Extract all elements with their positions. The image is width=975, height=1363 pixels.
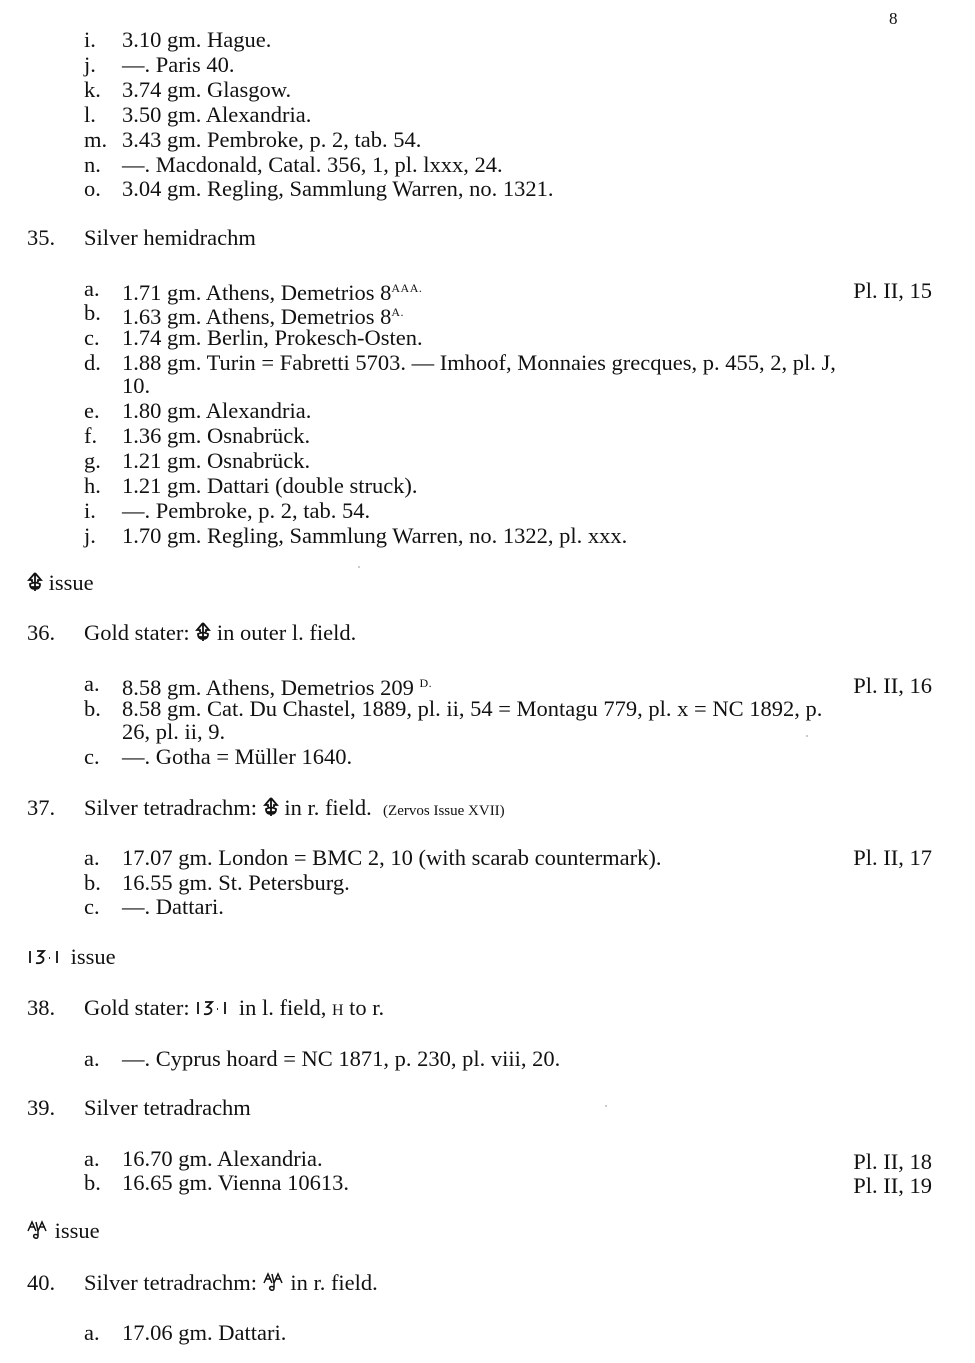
entry-label: b. xyxy=(84,870,101,895)
section-number: 37. xyxy=(27,795,56,820)
entry-label: i. xyxy=(84,498,96,523)
entry-text: —. Paris 40. xyxy=(122,52,235,77)
entry-label: d. xyxy=(84,350,101,375)
superscript: D. xyxy=(419,676,433,690)
entry-text: 1.70 gm. Regling, Sammlung Warren, no. 1322, pl. xxx. xyxy=(122,523,628,548)
entry-label: a. xyxy=(84,845,100,870)
entry-label: h. xyxy=(84,473,101,498)
entry-text: 1.21 gm. Osnabrück. xyxy=(122,448,311,473)
entry-label: a. xyxy=(84,276,100,301)
scan-speck xyxy=(358,566,360,568)
entry-text: 3.04 gm. Regling, Sammlung Warren, no. 1321. xyxy=(122,176,554,201)
entry-text: —. Gotha = Müller 1640. xyxy=(122,744,353,769)
entry-text: 3.74 gm. Glasgow. xyxy=(122,77,292,102)
entry-text: 1.80 gm. Alexandria. xyxy=(122,398,312,423)
monogram-trident-icon xyxy=(195,622,211,647)
section-number: 36. xyxy=(27,620,56,645)
entry-text: 3.50 gm. Alexandria. xyxy=(122,102,312,127)
entry-label: f. xyxy=(84,423,98,448)
plate-reference: Pl. II, 15 xyxy=(853,278,932,303)
entry-text: 17.06 gm. Dattari. xyxy=(122,1320,287,1345)
entry-label: e. xyxy=(84,398,100,423)
entry-text: —. Dattari. xyxy=(122,894,224,919)
section-title: Silver hemidrachm xyxy=(84,225,256,250)
entry-label: j. xyxy=(84,523,96,548)
entry-text: 1.71 gm. Athens, Demetrios $8^{AAA.}$ xyxy=(122,280,423,305)
monogram-trident-icon xyxy=(263,797,279,822)
entry-label: g. xyxy=(84,448,101,473)
section-title: Gold stater: in outer l. field. xyxy=(84,620,356,647)
section-number: 39. xyxy=(27,1095,56,1120)
entry-text: —. Pembroke, p. 2, tab. 54. xyxy=(122,498,371,523)
plate-reference: Pl. II, 19 xyxy=(853,1173,932,1198)
issue-heading xyxy=(27,944,116,971)
entry-label: o. xyxy=(84,176,101,201)
entry-text: 1.63 gm. Athens, Demetrios $8^{A.}$ xyxy=(122,304,405,329)
issue-label: issue xyxy=(70,944,116,969)
entry-label: c. xyxy=(84,325,100,350)
entry-label: j. xyxy=(84,52,96,77)
entry-label: a. xyxy=(84,1320,100,1345)
entry-text: —. Cyprus hoard = NC 1871, p. 230, pl. viii, 20. xyxy=(122,1046,561,1071)
entry-text: 16.65 gm. Vienna 10613. xyxy=(122,1170,349,1195)
entry-text: 17.07 gm. London = BMC 2, 10 (with scarab countermark). xyxy=(122,845,662,870)
superscript: AAA. xyxy=(391,281,423,295)
entry-label: l. xyxy=(84,102,96,127)
entry-text: 3.43 gm. Pembroke, p. 2, tab. 54. xyxy=(122,127,422,152)
entry-text: 1.21 gm. Dattari (double struck). xyxy=(122,473,418,498)
section-number: 40. xyxy=(27,1270,56,1295)
section-number: 35. xyxy=(27,225,56,250)
superscript: A. xyxy=(391,305,405,319)
issue-label: issue xyxy=(48,570,94,595)
plate-reference: Pl. II, 16 xyxy=(853,673,932,698)
entry-text-continued: 10. xyxy=(122,373,151,398)
entry-label: b. xyxy=(84,696,101,721)
entry-text: 3.10 gm. Hague. xyxy=(122,27,272,52)
entry-text: 8.58 gm. Athens, Demetrios 209 $^{D.}$ xyxy=(122,675,433,700)
entry-label: i. xyxy=(84,27,96,52)
phoenician-letters-icon xyxy=(27,946,65,971)
section-title: Silver tetradrachm xyxy=(84,1095,251,1120)
scan-speck xyxy=(605,1105,607,1107)
plate-reference: Pl. II, 17 xyxy=(853,845,932,870)
entry-text: 8.58 gm. Cat. Du Chastel, 1889, pl. ii, 54 = Montagu 779, pl. x = NC 1892, p. xyxy=(122,696,823,721)
entry-text: 1.36 gm. Osnabrück. xyxy=(122,423,311,448)
entry-label: b. xyxy=(84,300,101,325)
plate-reference: Pl. II, 18 xyxy=(853,1149,932,1174)
section-title: Silver tetradrachm: in r. field. (Zervos Issue XVII) xyxy=(84,795,505,824)
entry-label: m. xyxy=(84,127,108,152)
section-number: 38. xyxy=(27,995,56,1020)
letter-h: H xyxy=(331,1002,344,1019)
scan-speck xyxy=(806,735,808,737)
issue-label: issue xyxy=(54,1218,100,1243)
issue-heading xyxy=(27,570,94,597)
entry-label: n. xyxy=(84,152,101,177)
entry-text: 16.55 gm. St. Petersburg. xyxy=(122,870,350,895)
entry-text: 1.88 gm. Turin = Fabretti 5703. — Imhoof, Monnaies grecques, p. 455, 2, pl. J, xyxy=(122,350,836,375)
phoenician-letters-icon xyxy=(195,997,233,1022)
entry-label: k. xyxy=(84,77,101,102)
section-title: Silver tetradrachm: in r. field. xyxy=(84,1270,378,1297)
entry-text: 1.74 gm. Berlin, Prokesch-Osten. xyxy=(122,325,423,350)
issue-heading xyxy=(27,1218,100,1245)
monogram-double-alpha-icon xyxy=(263,1272,285,1297)
entry-label: a. xyxy=(84,671,100,696)
entry-text: 16.70 gm. Alexandria. xyxy=(122,1146,323,1171)
entry-label: c. xyxy=(84,894,100,919)
entry-label: a. xyxy=(84,1146,100,1171)
monogram-trident-icon xyxy=(27,572,43,597)
entry-label: a. xyxy=(84,1046,100,1071)
entry-label: c. xyxy=(84,744,100,769)
entry-text-continued: 26, pl. ii, 9. xyxy=(122,719,226,744)
page-number: 8 xyxy=(889,9,898,28)
zervos-note: (Zervos Issue XVII) xyxy=(383,803,505,819)
entry-text: —. Macdonald, Catal. 356, 1, pl. lxxx, 24. xyxy=(122,152,503,177)
section-title: Gold stater: in l. field, H to r. xyxy=(84,995,384,1023)
monogram-double-alpha-icon xyxy=(27,1220,49,1245)
entry-label: b. xyxy=(84,1170,101,1195)
